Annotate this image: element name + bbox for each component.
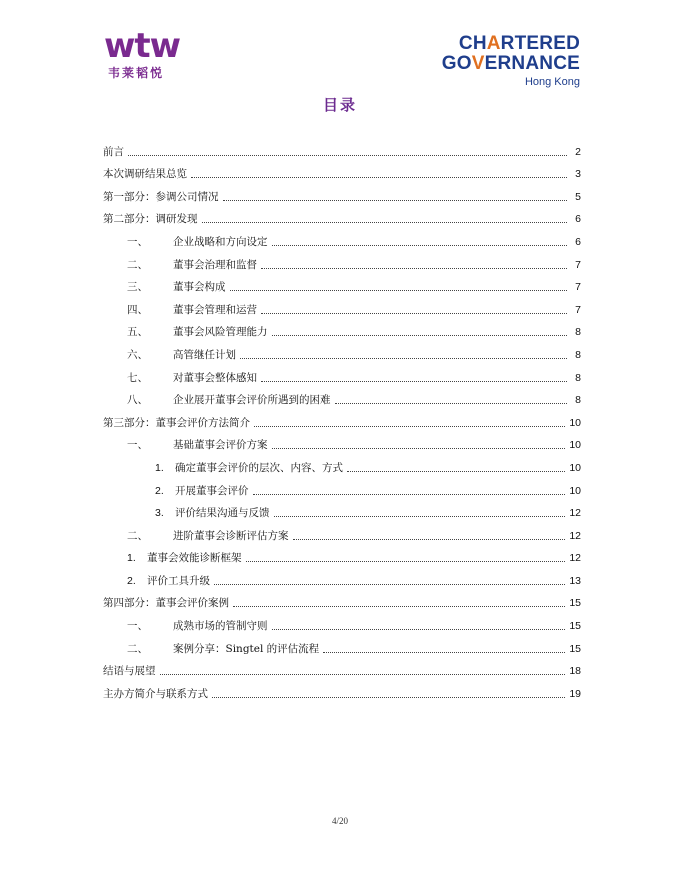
toc-entry-number: 一、 xyxy=(127,439,148,452)
toc-entry[interactable] xyxy=(103,656,581,679)
toc-entry-number: 1. xyxy=(155,461,164,474)
toc-leader xyxy=(272,244,568,246)
toc-leader xyxy=(214,583,565,585)
toc-entry-number: 六、 xyxy=(127,348,148,361)
toc-leader xyxy=(160,673,566,675)
toc-leader xyxy=(274,515,566,517)
wtw-logo-mark: wtw xyxy=(104,26,181,66)
table-of-contents xyxy=(103,136,581,701)
toc-entry[interactable] xyxy=(103,159,581,182)
toc-entry[interactable] xyxy=(103,678,581,701)
toc-entry-number: 2. xyxy=(155,484,164,497)
toc-entry-number: 三、 xyxy=(127,281,148,294)
toc-leader xyxy=(293,538,566,540)
toc-entry-page: 12 xyxy=(569,552,581,565)
toc-entry-page: 7 xyxy=(575,281,581,294)
toc-entry-number: 二、 xyxy=(127,529,148,542)
toc-entry-number: 四、 xyxy=(127,303,148,316)
toc-entry-label: 结语与展望 xyxy=(103,665,156,678)
toc-entry-page: 12 xyxy=(569,507,581,520)
toc-entry[interactable] xyxy=(103,249,581,272)
toc-entry-page: 18 xyxy=(569,665,581,678)
toc-entry[interactable] xyxy=(103,407,581,430)
page-number: 4/20 xyxy=(331,816,348,826)
toc-entry-page: 15 xyxy=(569,642,581,655)
toc-entry-page: 7 xyxy=(575,258,581,271)
toc-leader xyxy=(223,199,568,201)
toc-entry-page: 8 xyxy=(575,371,581,384)
toc-entry[interactable] xyxy=(103,633,581,656)
toc-entry[interactable] xyxy=(103,543,581,566)
toc-entry[interactable] xyxy=(103,565,581,588)
toc-entry-page: 10 xyxy=(569,461,581,474)
toc-entry-label: 董事会治理和监督 xyxy=(173,258,257,271)
toc-entry-page: 8 xyxy=(575,394,581,407)
toc-entry-label: 董事会构成 xyxy=(173,281,226,294)
toc-leader xyxy=(230,289,568,291)
toc-leader xyxy=(202,221,568,223)
toc-entry-label: 本次调研结果总览 xyxy=(103,168,187,181)
toc-entry[interactable] xyxy=(103,136,581,159)
toc-leader xyxy=(261,312,567,314)
toc-entry[interactable] xyxy=(103,520,581,543)
toc-entry[interactable] xyxy=(103,452,581,475)
toc-entry-label: 企业战略和方向设定 xyxy=(173,235,268,248)
toc-entry-number: 二、 xyxy=(127,258,148,271)
toc-entry-label: 高管继任计划 xyxy=(173,348,236,361)
toc-entry-label: 企业展开董事会评价所遇到的困难 xyxy=(173,394,331,407)
toc-entry-label: 第一部分：参调公司情况 xyxy=(103,190,219,203)
toc-leader xyxy=(272,628,566,630)
toc-entry-page: 2 xyxy=(575,145,581,158)
toc-entry-label: 董事会管理和运营 xyxy=(173,303,257,316)
toc-leader xyxy=(261,380,567,382)
toc-entry-label: 基础董事会评价方案 xyxy=(173,439,268,452)
toc-entry-number: 2. xyxy=(127,574,136,587)
toc-entry-number: 1. xyxy=(127,552,136,565)
toc-entry-label: 第三部分：董事会评价方法简介 xyxy=(103,416,250,429)
toc-entry-page: 15 xyxy=(569,597,581,610)
wtw-logo xyxy=(104,26,181,81)
toc-entry[interactable] xyxy=(103,498,581,521)
toc-entry-label: 前言 xyxy=(103,145,124,158)
toc-entry[interactable] xyxy=(103,430,581,453)
toc-entry-page: 15 xyxy=(569,620,581,633)
toc-entry-page: 7 xyxy=(575,303,581,316)
toc-entry-page: 8 xyxy=(575,348,581,361)
toc-leader xyxy=(347,470,565,472)
toc-leader xyxy=(272,447,566,449)
toc-entry-label: 评价结果沟通与反馈 xyxy=(175,507,270,520)
toc-entry[interactable] xyxy=(103,272,581,295)
toc-entry[interactable] xyxy=(103,385,581,408)
toc-entry-label: 开展董事会评价 xyxy=(175,484,249,497)
toc-entry-number: 七、 xyxy=(127,371,148,384)
toc-entry-page: 13 xyxy=(569,574,581,587)
toc-leader xyxy=(246,560,566,562)
toc-entry-label: 确定董事会评价的层次、内容、方式 xyxy=(175,461,343,474)
toc-entry-page: 6 xyxy=(575,213,581,226)
toc-entry[interactable] xyxy=(103,294,581,317)
toc-leader xyxy=(253,493,566,495)
cg-logo-line3: Hong Kong xyxy=(524,76,580,88)
toc-entry-page: 8 xyxy=(575,326,581,339)
toc-leader xyxy=(191,176,567,178)
toc-entry-label: 对董事会整体感知 xyxy=(173,371,257,384)
toc-entry-page: 19 xyxy=(569,687,581,700)
toc-entry-label: 董事会风险管理能力 xyxy=(173,326,268,339)
toc-leader xyxy=(272,334,568,336)
toc-entry[interactable] xyxy=(103,475,581,498)
toc-leader xyxy=(254,425,565,427)
toc-leader xyxy=(212,696,565,698)
toc-entry-number: 二、 xyxy=(127,642,148,655)
toc-leader xyxy=(240,357,567,359)
cg-logo-line1: CHARTERED xyxy=(458,33,580,54)
toc-entry[interactable] xyxy=(103,610,581,633)
toc-entry-page: 10 xyxy=(569,416,581,429)
toc-entry-page: 10 xyxy=(569,484,581,497)
toc-entry-page: 6 xyxy=(575,235,581,248)
toc-leader xyxy=(261,267,567,269)
toc-entry[interactable] xyxy=(103,226,581,249)
toc-entry-number: 3. xyxy=(155,507,164,520)
toc-entry-label: 进阶董事会诊断评估方案 xyxy=(173,529,289,542)
toc-entry-page: 12 xyxy=(569,529,581,542)
toc-entry-label: 第四部分：董事会评价案例 xyxy=(103,597,229,610)
toc-entry-number: 一、 xyxy=(127,620,148,633)
toc-entry-label: 评价工具升级 xyxy=(147,574,210,587)
toc-entry-page: 10 xyxy=(569,439,581,452)
toc-entry-label: 第二部分：调研发现 xyxy=(103,213,198,226)
toc-entry[interactable] xyxy=(103,339,581,362)
toc-entry[interactable] xyxy=(103,588,581,611)
toc-leader xyxy=(335,402,568,404)
wtw-logo-chinese: 韦莱韬悦 xyxy=(108,66,165,80)
toc-entry-page: 5 xyxy=(575,190,581,203)
toc-entry-label: 案例分享：Singtel 的评估流程 xyxy=(173,642,320,655)
toc-entry[interactable] xyxy=(103,362,581,385)
chartered-governance-logo xyxy=(442,34,580,89)
page-title: 目录 xyxy=(322,96,357,114)
toc-leader xyxy=(233,605,565,607)
toc-entry[interactable] xyxy=(103,317,581,340)
toc-entry[interactable] xyxy=(103,204,581,227)
toc-leader xyxy=(323,651,565,653)
toc-entry-number: 八、 xyxy=(127,394,148,407)
toc-leader xyxy=(128,154,567,156)
toc-entry-label: 成熟市场的管制守则 xyxy=(173,620,268,633)
toc-entry-number: 五、 xyxy=(127,326,148,339)
toc-entry-label: 董事会效能诊断框架 xyxy=(147,552,242,565)
cg-logo-line2: GOVERNANCE xyxy=(441,53,580,74)
toc-entry[interactable] xyxy=(103,181,581,204)
toc-entry-page: 3 xyxy=(575,168,581,181)
toc-entry-number: 一、 xyxy=(127,235,148,248)
toc-entry-label: 主办方简介与联系方式 xyxy=(103,687,208,700)
